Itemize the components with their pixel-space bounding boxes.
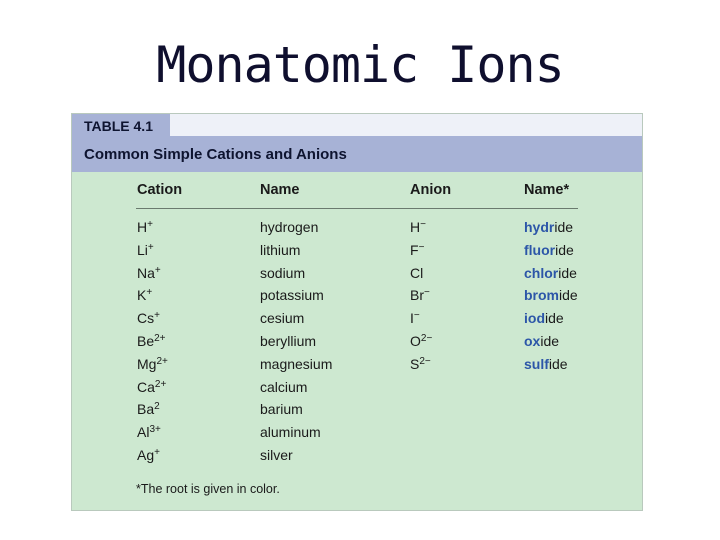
cation-cell-symbol: Cs <box>137 310 155 327</box>
anion-name-cell <box>524 310 564 326</box>
table-row <box>72 356 642 379</box>
anion-cell-charge: 2− <box>419 355 431 367</box>
anion-suffix: ide <box>559 287 578 304</box>
cation-cell-symbol: Mg <box>137 355 157 372</box>
anion-name-cell <box>524 242 574 258</box>
cation-name-cell: beryllium <box>260 332 317 349</box>
anion-cell-symbol: I <box>410 310 414 327</box>
cation-name-cell: lithium <box>260 241 301 258</box>
anion-suffix: ide <box>548 355 568 372</box>
anion-root: ox <box>524 332 541 349</box>
cation-cell <box>137 379 166 395</box>
cation-cell-charge: + <box>147 241 154 253</box>
table-row <box>72 219 642 242</box>
cation-cell-symbol: Be <box>137 332 155 349</box>
ions-table <box>71 113 643 511</box>
cation-cell <box>137 265 161 281</box>
cation-name-cell: cesium <box>260 310 305 327</box>
table-row <box>72 424 642 447</box>
cation-cell-symbol: Na <box>137 264 155 281</box>
cation-cell-charge: 2+ <box>156 355 168 367</box>
anion-suffix: ide <box>555 241 574 258</box>
anion-root: hydr <box>524 219 555 235</box>
cation-name-cell: calcium <box>260 378 308 395</box>
cation-cell-symbol: Ca <box>137 378 155 395</box>
cation-cell-symbol: K <box>137 287 147 304</box>
anion-cell-charge: 2− <box>420 332 433 344</box>
anion-name-cell <box>524 356 568 372</box>
table-row <box>72 401 642 424</box>
column-header-anion: Anion <box>410 182 452 198</box>
cation-cell <box>137 333 166 349</box>
anion-cell-symbol: O <box>410 332 421 349</box>
table-body <box>72 219 642 470</box>
anion-cell-charge: − <box>420 219 426 230</box>
cation-cell <box>137 356 168 372</box>
cation-name-cell: aluminum <box>260 424 321 441</box>
anion-root: brom <box>524 287 559 304</box>
cation-cell-charge: + <box>154 446 160 458</box>
anion-cell-charge: − <box>418 241 425 253</box>
cation-name-cell: magnesium <box>260 355 333 372</box>
anion-root: iod <box>524 310 545 327</box>
cation-name-cell: barium <box>260 401 303 418</box>
cation-name-cell: hydrogen <box>260 219 319 235</box>
anion-name-cell <box>524 219 573 235</box>
column-header-cation: Cation <box>137 182 183 198</box>
table-number: TABLE 4.1 <box>84 118 153 134</box>
table-number-tab <box>72 114 170 136</box>
anion-cell <box>410 310 420 326</box>
cation-cell-charge: + <box>154 310 160 322</box>
anion-cell <box>410 356 431 372</box>
cation-cell <box>137 401 160 417</box>
table-row <box>72 333 642 356</box>
anion-cell-symbol: Cl <box>410 264 424 281</box>
cation-cell-charge: 2 <box>154 401 160 413</box>
table-row <box>72 447 642 470</box>
anion-cell <box>410 242 424 258</box>
anion-cell <box>410 265 423 281</box>
anion-cell-symbol: F <box>410 241 419 258</box>
cation-cell-charge: 2+ <box>154 332 166 344</box>
anion-root: sulf <box>524 355 549 372</box>
cation-cell-symbol: Al <box>137 424 150 441</box>
anion-cell-symbol: H <box>410 219 421 235</box>
anion-root: fluor <box>524 241 556 258</box>
anion-suffix: ide <box>554 219 574 235</box>
anion-suffix: ide <box>558 264 577 281</box>
cation-cell-charge: 3+ <box>149 424 161 436</box>
cation-cell <box>137 219 153 235</box>
anion-name-cell <box>524 333 559 349</box>
cation-cell-symbol: Ag <box>137 446 155 463</box>
table-row <box>72 310 642 333</box>
cation-cell-symbol: H <box>137 219 148 235</box>
table-caption: Common Simple Cations and Anions <box>84 146 347 163</box>
anion-cell-charge: − <box>413 310 420 322</box>
anion-cell-symbol: Br <box>410 287 424 304</box>
table-row <box>72 265 642 288</box>
anion-cell <box>410 333 432 349</box>
cation-cell <box>137 447 160 463</box>
page-title: Monatomic Ions <box>156 36 564 94</box>
anion-cell-charge: − <box>424 287 430 299</box>
table-row <box>72 287 642 310</box>
anion-name-cell <box>524 287 578 303</box>
cation-cell <box>137 310 160 326</box>
anion-root: chlor <box>524 264 559 281</box>
table-row <box>72 379 642 402</box>
anion-cell <box>410 287 430 303</box>
cation-cell-symbol: Li <box>137 241 148 258</box>
header-rule <box>136 208 578 209</box>
cation-cell <box>137 287 152 303</box>
anion-suffix: ide <box>545 310 564 327</box>
column-header-name: Name <box>260 182 300 198</box>
anion-cell <box>410 219 426 235</box>
cation-name-cell: potassium <box>260 287 324 304</box>
cation-cell <box>137 424 161 440</box>
cation-cell-charge: + <box>146 287 153 299</box>
anion-cell-symbol: S <box>410 355 420 372</box>
anion-suffix: ide <box>540 332 560 349</box>
cation-cell-charge: + <box>147 219 153 230</box>
table-footnote: *The root is given in color. <box>136 482 280 496</box>
cation-cell-charge: + <box>154 264 161 276</box>
anion-name-cell <box>524 265 577 281</box>
cation-name-cell: silver <box>260 446 293 463</box>
table-row <box>72 242 642 265</box>
cation-cell <box>137 242 154 258</box>
cation-cell-symbol: Ba <box>137 401 155 418</box>
cation-cell-charge: 2+ <box>154 378 167 390</box>
cation-name-cell: sodium <box>260 264 306 281</box>
column-header-anion-name: Name* <box>524 182 570 198</box>
